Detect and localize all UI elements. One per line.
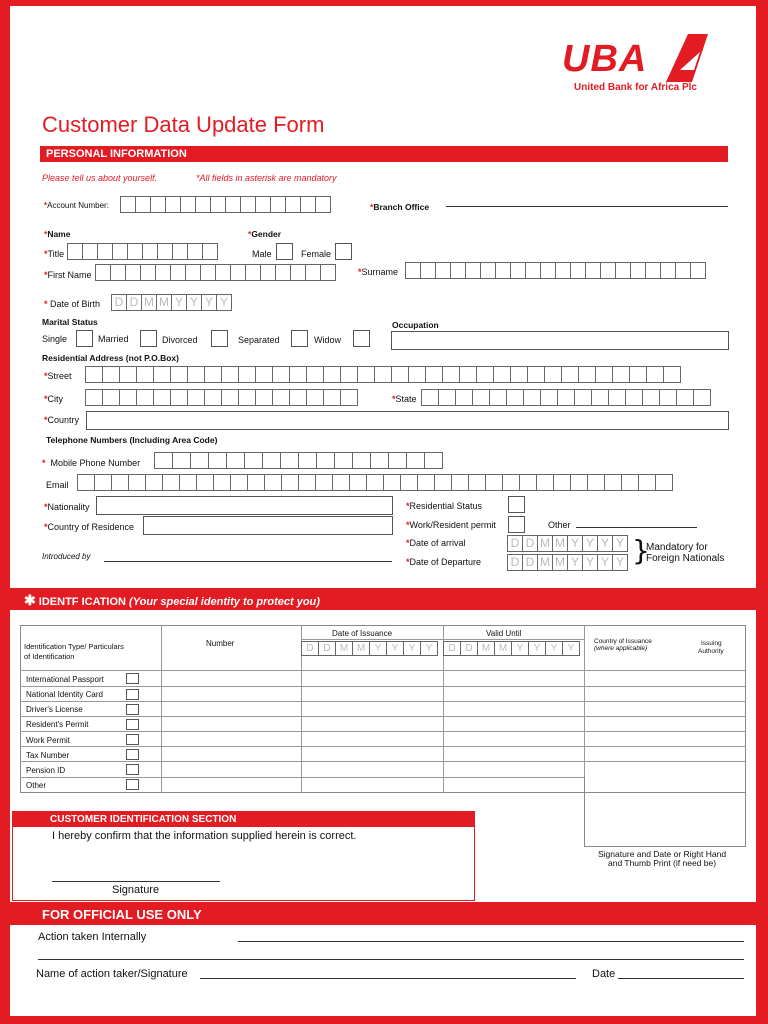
date-digit-box[interactable]: Y — [403, 641, 421, 656]
action-line-2[interactable] — [38, 959, 744, 960]
id-row-divider — [20, 761, 746, 762]
name-label-text: Name — [47, 229, 71, 239]
official-header-text: FOR OFFICIAL USE ONLY — [42, 907, 202, 922]
date-arrival-label-text: Date of arrival — [409, 538, 466, 548]
col-country-1: Country of Issuance — [594, 638, 652, 645]
logo-subtitle: United Bank for Africa Plc — [574, 82, 697, 93]
date-label: Date — [592, 968, 616, 980]
date-digit-box[interactable]: Y — [545, 641, 563, 656]
personal-info-header-text: PERSONAL INFORMATION — [46, 148, 187, 160]
gender-label: *Gender — [248, 229, 282, 239]
first-name-label: *First Name — [44, 270, 92, 280]
date-digit-box[interactable]: M — [537, 554, 553, 571]
official-header — [10, 905, 756, 925]
customer-id-header-text: CUSTOMER IDENTIFICATION SECTION — [50, 814, 237, 825]
date-arrival-label: *Date of arrival — [406, 538, 466, 548]
date-arrival-boxes[interactable] — [508, 535, 628, 552]
id-type-tax-number-checkbox[interactable] — [126, 749, 139, 760]
id-col-divider — [584, 625, 585, 793]
account-number-label-text: Account Number: — [47, 201, 109, 210]
action-line-1[interactable] — [238, 941, 744, 942]
date-digit-box[interactable]: M — [552, 535, 568, 552]
surname-label-text: Surname — [361, 267, 399, 277]
female-label: Female — [301, 249, 332, 259]
date-digit-box[interactable]: Y — [612, 554, 628, 571]
date-digit-box[interactable]: D — [318, 641, 336, 656]
id-type-drivers-license-checkbox[interactable] — [126, 704, 139, 715]
thumb-label-2: and Thumb Print (if need be) — [608, 858, 717, 868]
residential-address-label: Residential Address (not P.O.Box) — [42, 353, 179, 363]
id-row-divider — [20, 746, 746, 747]
date-digit-box[interactable]: Y — [186, 294, 202, 311]
date-digit-box[interactable]: Y — [597, 554, 613, 571]
valid-date-boxes[interactable] — [444, 641, 580, 656]
id-row-divider — [20, 777, 584, 778]
married-checkbox[interactable] — [140, 330, 157, 347]
id-col-divider — [161, 625, 162, 793]
street-label: *Street — [44, 371, 72, 381]
date-digit-box[interactable]: D — [507, 535, 523, 552]
branch-office-label: *Branch Office — [370, 202, 430, 212]
date-digit-box[interactable]: D — [126, 294, 142, 311]
date-digit-box[interactable]: D — [522, 535, 538, 552]
col-type-2: of Identification — [24, 652, 75, 661]
title-label: *Title — [44, 249, 65, 259]
col-type-1: Identification Type/ Particulars — [24, 642, 124, 651]
marital-status-label: Marital Status — [42, 317, 98, 327]
thumb-label-1: Signature and Date or Right Hand — [598, 849, 727, 859]
female-checkbox[interactable] — [335, 243, 352, 260]
col-number: Number — [206, 639, 235, 648]
signature-line[interactable] — [52, 881, 220, 882]
date-digit-box[interactable]: D — [507, 554, 523, 571]
id-type-resident-permit: Resident's Permit — [26, 720, 89, 729]
street-boxes[interactable] — [86, 366, 681, 383]
date-digit-box[interactable]: Y — [216, 294, 232, 311]
date-digit-box[interactable]: Y — [567, 554, 583, 571]
mandatory-foreign-1: Mandatory for — [646, 542, 708, 553]
mandatory-foreign-2: Foreign Nationals — [646, 553, 725, 564]
id-type-resident-permit-checkbox[interactable] — [126, 719, 139, 730]
occupation-field[interactable] — [391, 331, 729, 350]
surname-label: *Surname — [358, 267, 399, 277]
surname-boxes[interactable] — [406, 262, 706, 279]
identification-header-sub: (Your special identity to protect you) — [129, 596, 320, 608]
identification-header-text: IDENTF ICATION — [38, 596, 126, 608]
id-type-other-checkbox[interactable] — [126, 779, 139, 790]
separated-label: Separated — [238, 335, 280, 345]
id-type-national-id-checkbox[interactable] — [126, 689, 139, 700]
email-label: Email — [46, 480, 69, 490]
date-digit-box[interactable]: D — [443, 641, 461, 656]
account-number-boxes[interactable] — [121, 196, 331, 213]
work-permit-label: *Work/Resident permit — [406, 520, 496, 530]
nationality-label: *Nationality — [44, 502, 90, 512]
action-label: Action taken Internally — [38, 931, 147, 943]
date-digit-box[interactable]: D — [522, 554, 538, 571]
id-type-passport: International Passport — [26, 675, 104, 684]
date-digit-box[interactable]: D — [301, 641, 319, 656]
date-digit-box[interactable]: M — [335, 641, 353, 656]
col-valid: Valid Until — [486, 629, 522, 638]
occupation-label: Occupation — [392, 320, 439, 330]
col-authority-2: Authority — [698, 648, 724, 655]
date-digit-box[interactable]: Y — [369, 641, 387, 656]
branch-office-line[interactable] — [446, 206, 728, 207]
customer-id-header — [12, 811, 475, 827]
city-label: *City — [44, 394, 64, 404]
id-row-divider — [20, 701, 746, 702]
introduced-by-label: Introduced by — [42, 552, 91, 561]
col-authority-1: Issuing — [701, 640, 722, 647]
id-row-divider — [20, 731, 746, 732]
action-taker-line[interactable] — [200, 978, 576, 979]
country-residence-label: *Country of Residence — [44, 522, 135, 532]
nationality-field[interactable] — [96, 496, 393, 515]
id-type-work-permit: Work Permit — [26, 736, 70, 745]
date-digit-box[interactable]: M — [156, 294, 172, 311]
date-digit-box[interactable]: M — [352, 641, 370, 656]
brace-icon: } — [632, 534, 650, 567]
street-label-text: Street — [47, 371, 72, 381]
thumbprint-box[interactable] — [584, 777, 746, 847]
other-line[interactable] — [576, 527, 697, 528]
country-residence-label-text: Country of Residence — [47, 522, 135, 532]
id-row-divider — [20, 670, 746, 671]
country-label: *Country — [44, 415, 80, 425]
signature-label: Signature — [112, 884, 160, 896]
date-digit-box[interactable]: M — [552, 554, 568, 571]
single-label: Single — [42, 334, 68, 344]
nationality-label-text: Nationality — [47, 502, 90, 512]
date-digit-box[interactable]: M — [477, 641, 495, 656]
date-departure-label-text: Date of Departure — [409, 557, 482, 567]
id-type-pension-id: Pension ID — [26, 766, 66, 775]
asterisk-icon: ✱ — [24, 592, 36, 608]
date-digit-box[interactable]: Y — [386, 641, 404, 656]
city-label-text: City — [47, 394, 64, 404]
divorced-label: Divorced — [162, 335, 198, 345]
work-permit-box[interactable] — [508, 516, 525, 533]
date-digit-box[interactable]: Y — [612, 535, 628, 552]
account-number-label: *Account Number: — [44, 201, 109, 210]
date-digit-box[interactable]: Y — [597, 535, 613, 552]
divorced-checkbox[interactable] — [211, 330, 228, 347]
date-digit-box[interactable]: Y — [171, 294, 187, 311]
first-name-boxes[interactable] — [96, 264, 336, 281]
date-digit-box[interactable]: M — [141, 294, 157, 311]
name-label: *Name — [44, 229, 71, 239]
id-type-work-permit-checkbox[interactable] — [126, 734, 139, 745]
logo-mark-icon — [664, 30, 710, 84]
title-boxes[interactable] — [68, 243, 218, 260]
gender-label-text: Gender — [251, 229, 282, 239]
id-type-drivers-license: Driver's License — [26, 705, 83, 714]
mandatory-note: *All fields in asterisk are mandatory — [196, 173, 337, 183]
email-boxes[interactable] — [78, 474, 673, 491]
date-line[interactable] — [618, 978, 744, 979]
city-boxes[interactable] — [86, 389, 358, 406]
col-issuance: Date of Issuance — [332, 629, 393, 638]
action-taker-label: Name of action taker/Signature — [36, 968, 188, 980]
widow-label: Widow — [314, 335, 342, 345]
single-checkbox[interactable] — [76, 330, 93, 347]
date-digit-box[interactable]: Y — [201, 294, 217, 311]
branch-office-label-text: Branch Office — [373, 202, 430, 212]
date-digit-box[interactable]: D — [460, 641, 478, 656]
id-row-divider — [20, 716, 746, 717]
residential-status-label: *Residential Status — [406, 501, 483, 511]
separated-checkbox[interactable] — [291, 330, 308, 347]
date-digit-box[interactable]: M — [537, 535, 553, 552]
widow-checkbox[interactable] — [353, 330, 370, 347]
logo-text: UBA — [562, 38, 648, 80]
identification-header — [24, 592, 320, 609]
mobile-boxes[interactable] — [155, 452, 443, 469]
state-label-text: State — [395, 394, 417, 404]
id-type-pension-id-checkbox[interactable] — [126, 764, 139, 775]
date-digit-box[interactable]: Y — [511, 641, 529, 656]
date-digit-box[interactable]: Y — [567, 535, 583, 552]
date-digit-box[interactable]: Y — [562, 641, 580, 656]
state-label: *State — [392, 394, 417, 404]
title-label-text: Title — [47, 249, 65, 259]
dob-label-text: Date of Birth — [50, 299, 101, 309]
telephone-label: Telephone Numbers (Including Area Code) — [46, 435, 218, 445]
id-header-divider — [301, 639, 584, 640]
male-label: Male — [252, 249, 272, 259]
work-permit-label-text: Work/Resident permit — [409, 520, 496, 530]
other-label: Other — [548, 520, 571, 530]
country-field[interactable] — [86, 411, 729, 430]
date-departure-boxes[interactable] — [508, 554, 628, 571]
id-type-tax-number: Tax Number — [26, 751, 70, 760]
date-digit-box[interactable]: Y — [582, 554, 598, 571]
mobile-label-text: Mobile Phone Number — [50, 458, 141, 468]
personal-info-header — [40, 146, 728, 162]
confirm-text: I hereby confirm that the information supplied herein is correct. — [52, 830, 357, 842]
residential-status-box[interactable] — [508, 496, 525, 513]
id-type-passport-checkbox[interactable] — [126, 673, 139, 684]
first-name-label-text: First Name — [47, 270, 92, 280]
residential-status-label-text: Residential Status — [409, 501, 483, 511]
date-digit-box[interactable]: Y — [528, 641, 546, 656]
country-residence-field[interactable] — [143, 516, 393, 535]
state-boxes[interactable] — [422, 389, 711, 406]
date-departure-label: *Date of Departure — [406, 557, 482, 567]
introduced-by-line[interactable] — [104, 561, 392, 562]
form-title: Customer Data Update Form — [42, 112, 325, 137]
issuance-date-boxes[interactable] — [302, 641, 438, 656]
id-type-national-id: National Identity Card — [26, 690, 103, 699]
uba-logo — [560, 30, 720, 100]
dob-boxes[interactable] — [112, 294, 232, 311]
id-row-divider — [20, 686, 746, 687]
date-digit-box[interactable]: Y — [582, 535, 598, 552]
date-digit-box[interactable]: D — [111, 294, 127, 311]
married-label: Married — [98, 334, 129, 344]
col-country-2: (where applicable) — [594, 645, 648, 652]
id-type-other: Other — [26, 781, 47, 790]
country-label-text: Country — [47, 415, 80, 425]
male-checkbox[interactable] — [276, 243, 293, 260]
date-digit-box[interactable]: Y — [420, 641, 438, 656]
intro-text: Please tell us about yourself. — [42, 173, 158, 183]
mobile-label: * Mobile Phone Number — [42, 458, 141, 468]
date-digit-box[interactable]: M — [494, 641, 512, 656]
dob-label: * Date of Birth — [44, 299, 101, 309]
